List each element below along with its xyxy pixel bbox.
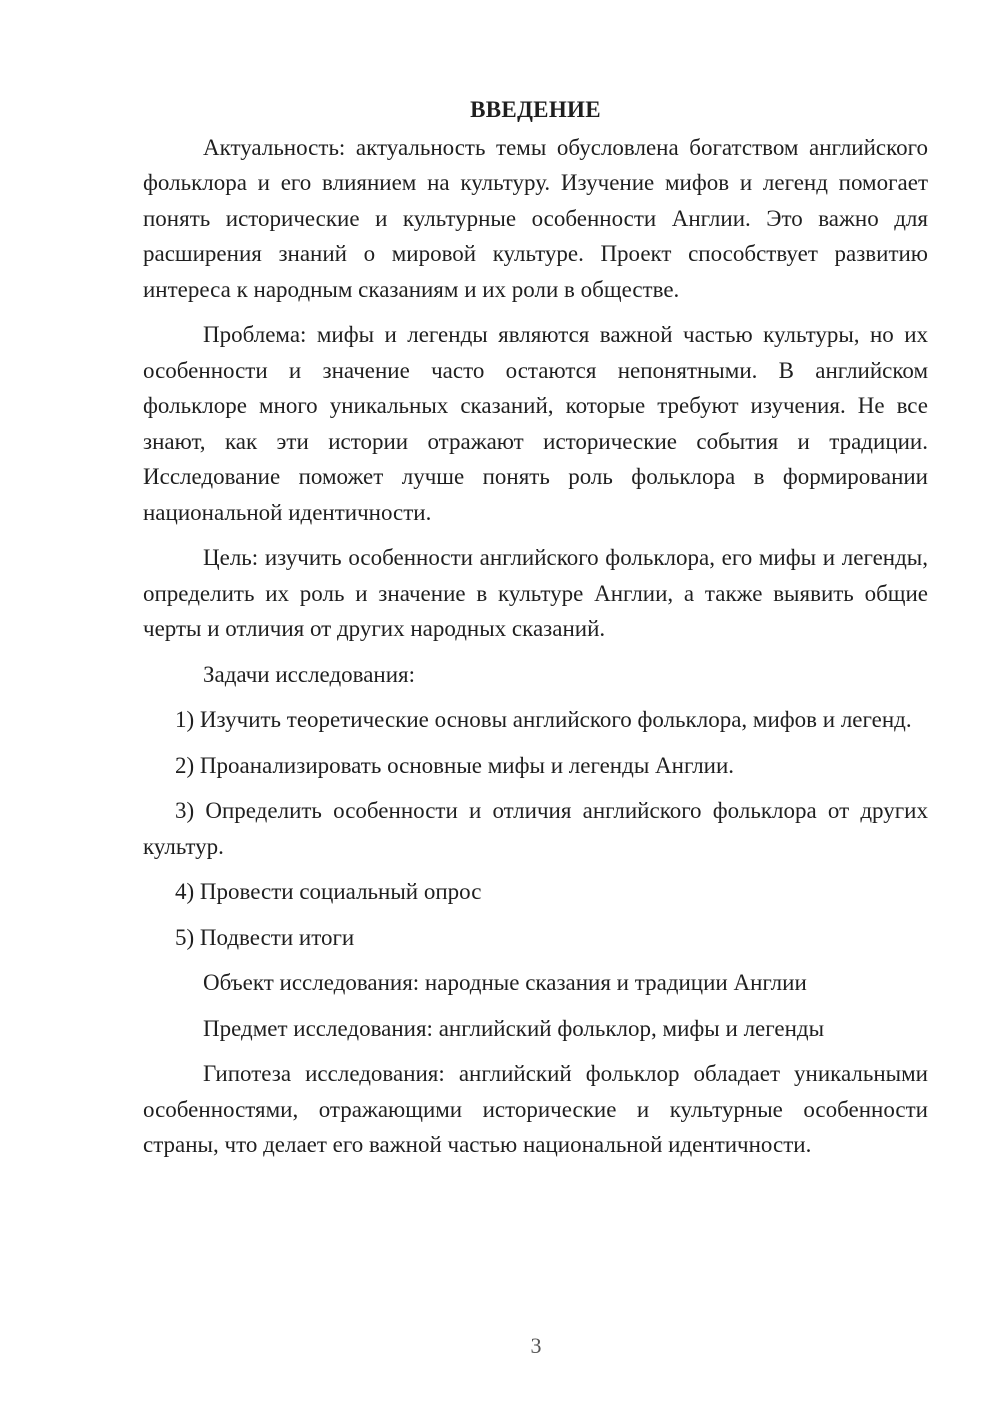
page-number: 3 — [530, 1333, 542, 1358]
research-object-paragraph: Объект исследования: народные сказания и традиции Англии — [203, 970, 807, 995]
section-title: ВВЕДЕНИЕ — [470, 97, 601, 122]
goal-paragraph: Цель: изучить особенности английского фольклора, его мифы и легенды, определить их роль и значение в культуре Англии, а также выявить общие черты и отличия от других народных сказаний. — [143, 545, 928, 641]
page-body — [143, 92, 928, 1173]
hypothesis-paragraph: Гипотеза исследования: английский фольклор обладает уникальными особенностями, отражающими исторические и культурные особенности страны, что делает его важной частью национальной идентичности. — [143, 1061, 928, 1157]
task-item: 3) Определить особенности и отличия английского фольклора от других культур. — [143, 798, 928, 859]
task-item: 5) Подвести итоги — [175, 924, 355, 950]
task-item: 2) Проанализировать основные мифы и легенды Англии. — [175, 752, 735, 778]
problem-paragraph: Проблема: мифы и легенды являются важной частью культуры, но их особенности и значение часто остаются непонятными. В английском фольклоре много уникальных сказаний, которые требуют изучения. Не все знают, как эти истории отражают исторические события и традиции. Исследование поможет лучше понять роль фольклора в формировании национальной идентичности. — [143, 322, 928, 525]
research-subject-paragraph: Предмет исследования: английский фольклор, мифы и легенды — [203, 1015, 825, 1041]
relevance-paragraph: Актуальность: актуальность темы обусловлена богатством английского фольклора и его влиянием на культуру. Изучение мифов и легенд помогает понять исторические и культурные особенности Англии. Это важно для расширения знаний о мировой культуре. Проект способствует развитию интереса к народным сказаниям и их роли в обществе. — [143, 134, 928, 302]
task-item: 1) Изучить теоретические основы английского фольклора, мифов и легенд. — [175, 707, 912, 732]
tasks-heading: Задачи исследования: — [203, 661, 416, 687]
task-item: 4) Провести социальный опрос — [175, 879, 482, 904]
